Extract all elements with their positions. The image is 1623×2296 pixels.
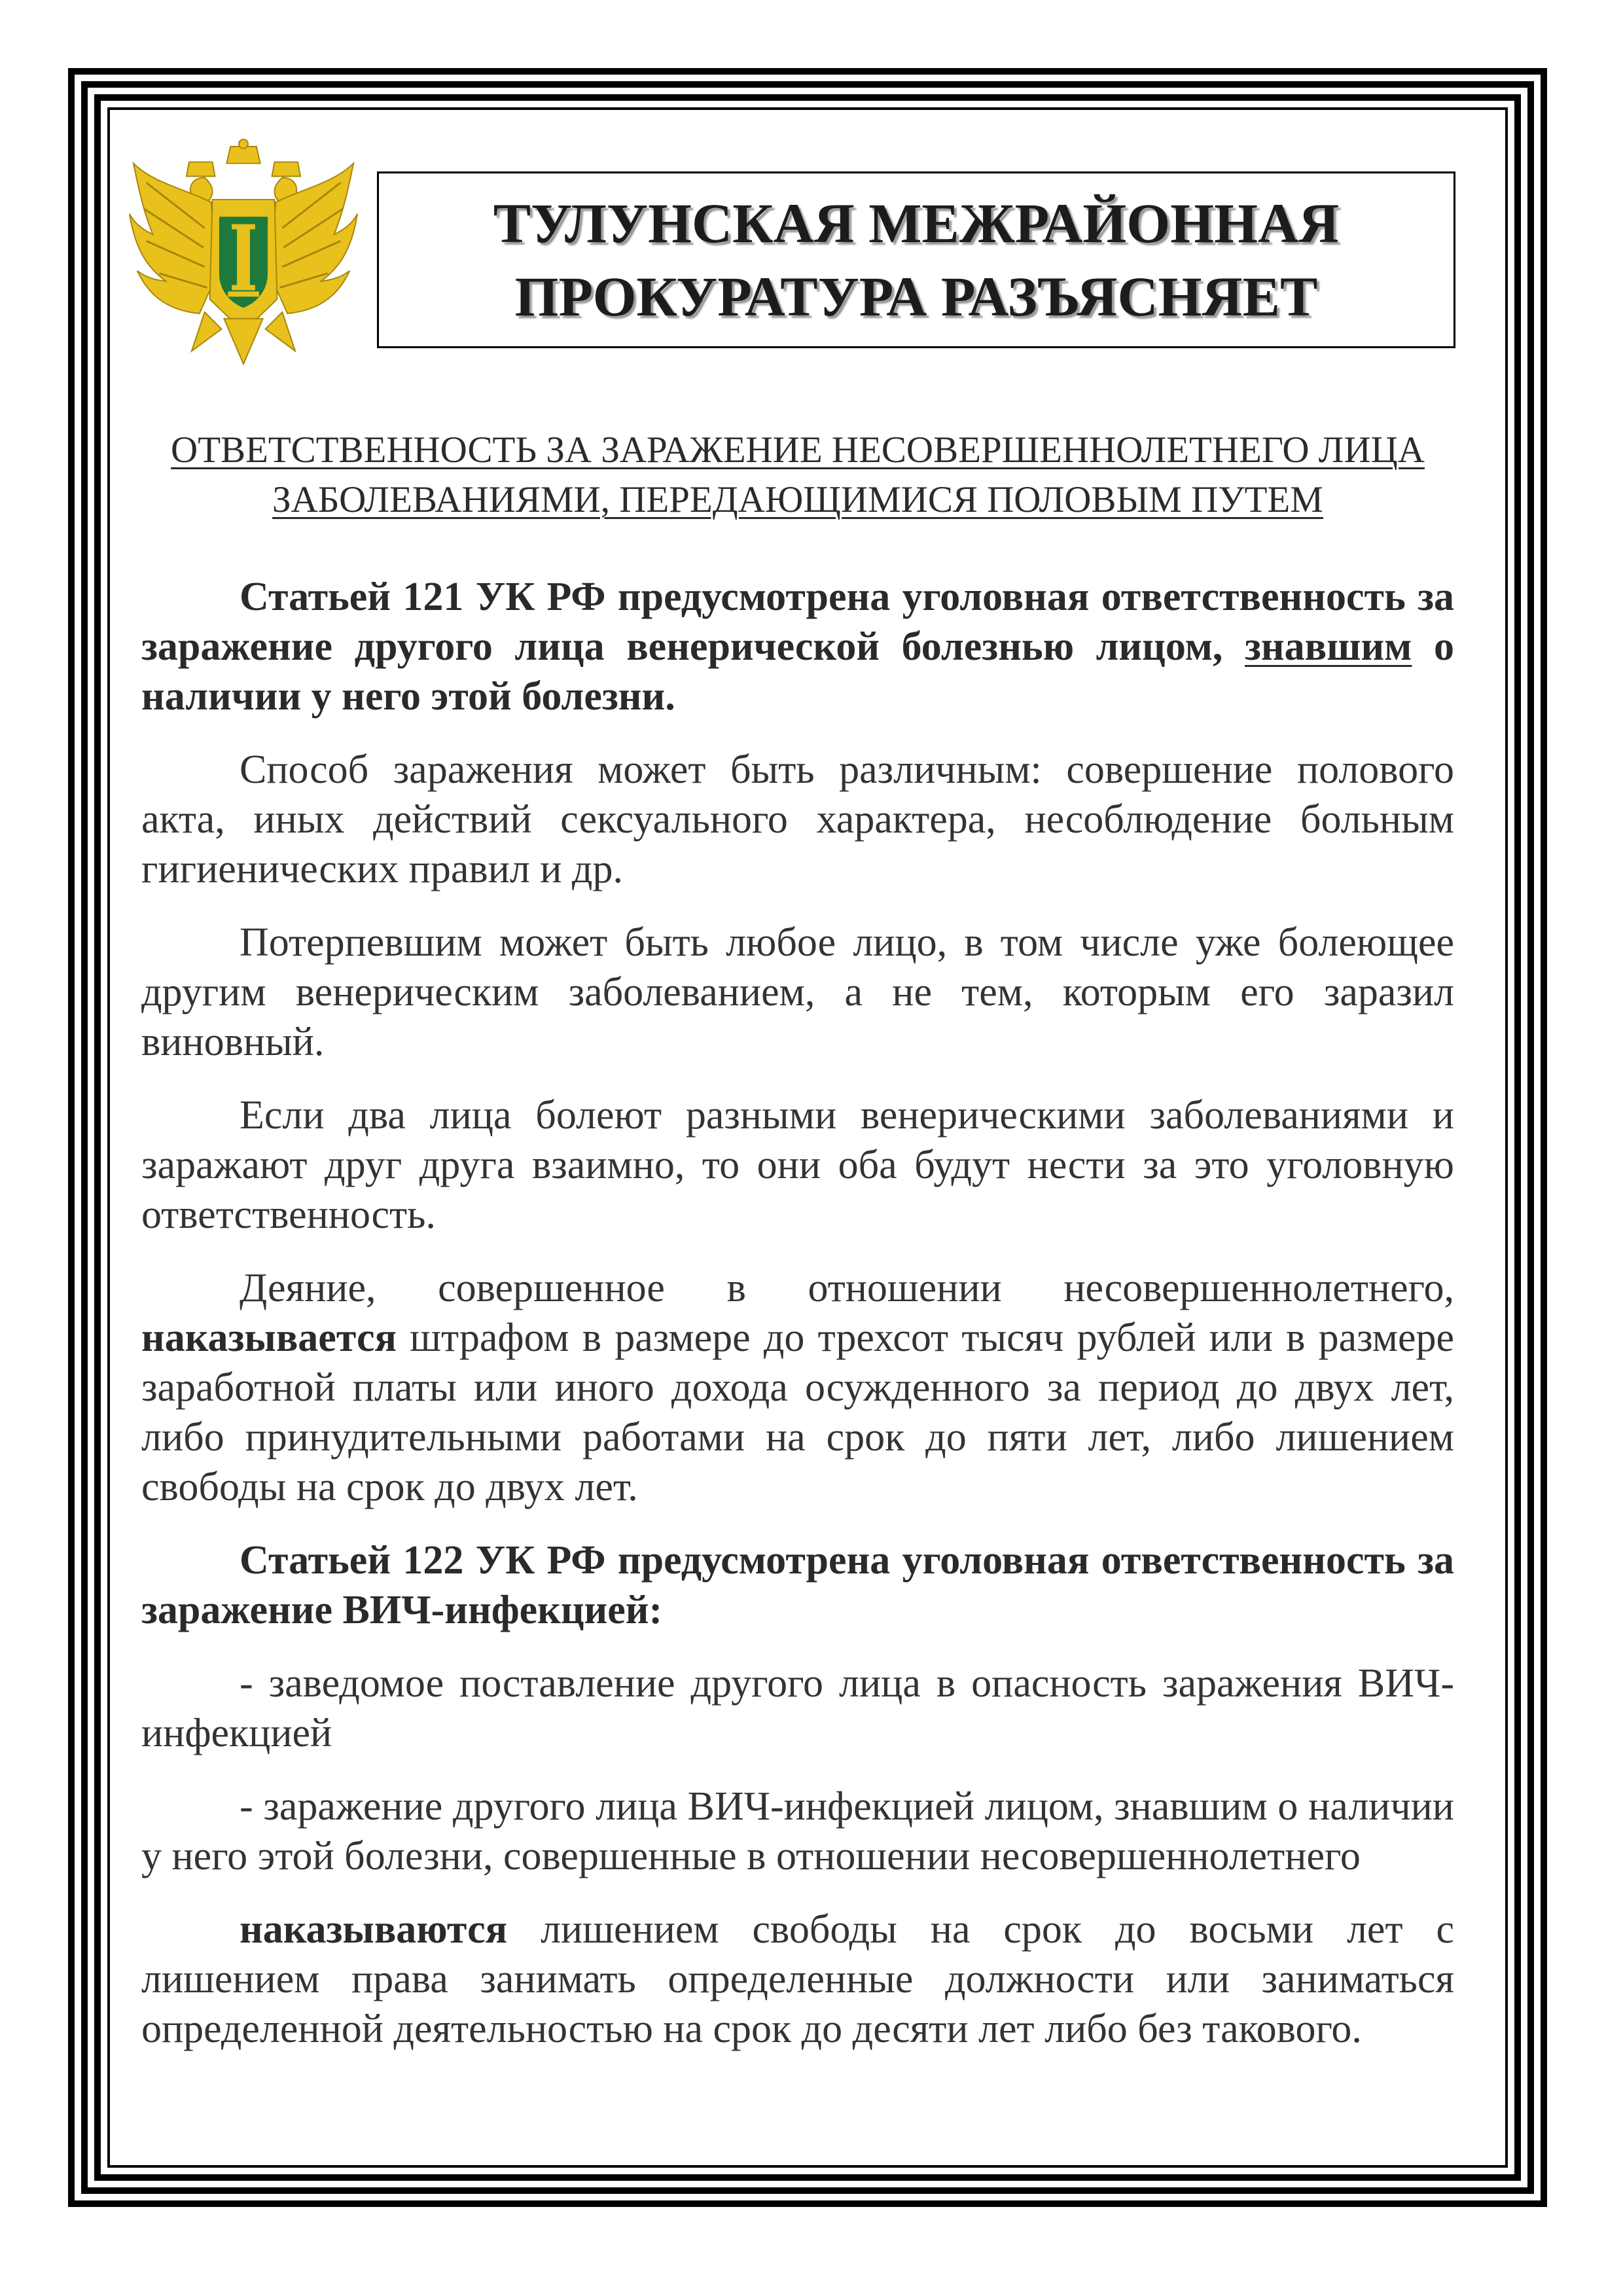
page-title-line-1: ТУЛУНСКАЯ МЕЖРАЙОННАЯ (493, 192, 1340, 255)
penalty-122-rest: лишением свободы на срок до восьми лет с лишением права занимать определенные должности или заниматься определенной деятельностью на срок до десяти лет либо без такового. (141, 1907, 1454, 2051)
subtitle-line-1: ОТВЕТСТВЕННОСТЬ ЗА ЗАРАЖЕНИЕ НЕСОВЕРШЕННОЛЕТНЕГО ЛИЦА (171, 429, 1425, 471)
subtitle-line-2: ЗАБОЛЕВАНИЯМИ, ПЕРЕДАЮЩИМИСЯ ПОЛОВЫМ ПУТЕМ (272, 479, 1323, 520)
paragraph-victim: Потерпевшим может быть любое лицо, в том числе уже болеющее другим венерическим заболеванием, а не тем, которым его заразил виновный. (141, 920, 1454, 1064)
penalty-122-bold: наказываются (240, 1907, 508, 1952)
article-121-text-2: о наличии у него этой болезни. (141, 624, 1454, 719)
paragraph-penalty-122 (141, 1905, 1454, 2054)
article-121-intro (141, 572, 1454, 721)
page-title-line-2: ПРОКУРАТУРА РАЗЪЯСНЯЕТ (514, 265, 1318, 328)
paragraph-method: Способ заражения может быть различным: совершение полового акта, иных действий сексуального характера, несоблюдение больным гигиенических правил и др. (141, 747, 1454, 891)
penalty-121-lead: Деяние, совершенное в отношении несовершеннолетнего, (240, 1266, 1454, 1310)
document-body (141, 572, 1454, 2077)
penalty-121-bold: наказывается (141, 1316, 397, 1360)
prosecutor-emblem-icon (127, 136, 360, 372)
penalty-121-rest: штрафом в размере до трехсот тысяч рублей или в размере заработной платы или иного дохода осужденного за период до двух лет, либо принудительными работами на срок до пяти лет, либо лишением свободы на срок до двух лет. (141, 1316, 1454, 1509)
article-122-intro: Статьей 122 УК РФ предусмотрена уголовная ответственность за заражение ВИЧ-инфекцией: (141, 1538, 1454, 1632)
paragraph-penalty-121 (141, 1263, 1454, 1512)
article-121-text-1: Статьей 121 УК РФ предусмотрена уголовная ответственность за заражение другого лица венерической болезнью лицом, (141, 575, 1454, 669)
article-122-item-2: - заражение другого лица ВИЧ-инфекцией лицом, знавшим о наличии у него этой болезни, совершенные в отношении несовершеннолетнего (141, 1784, 1454, 1878)
paragraph-mutual: Если два лица болеют разными венерическими заболеваниями и заражают друг друга взаимно, то они оба будут нести за это уголовную ответственность. (141, 1093, 1454, 1237)
article-122-item-1: - заведомое поставление другого лица в опасность заражения ВИЧ-инфекцией (141, 1661, 1454, 1755)
header-box (377, 171, 1455, 348)
section-subtitle (141, 425, 1454, 525)
article-121-underlined: знавшим (1245, 624, 1412, 669)
